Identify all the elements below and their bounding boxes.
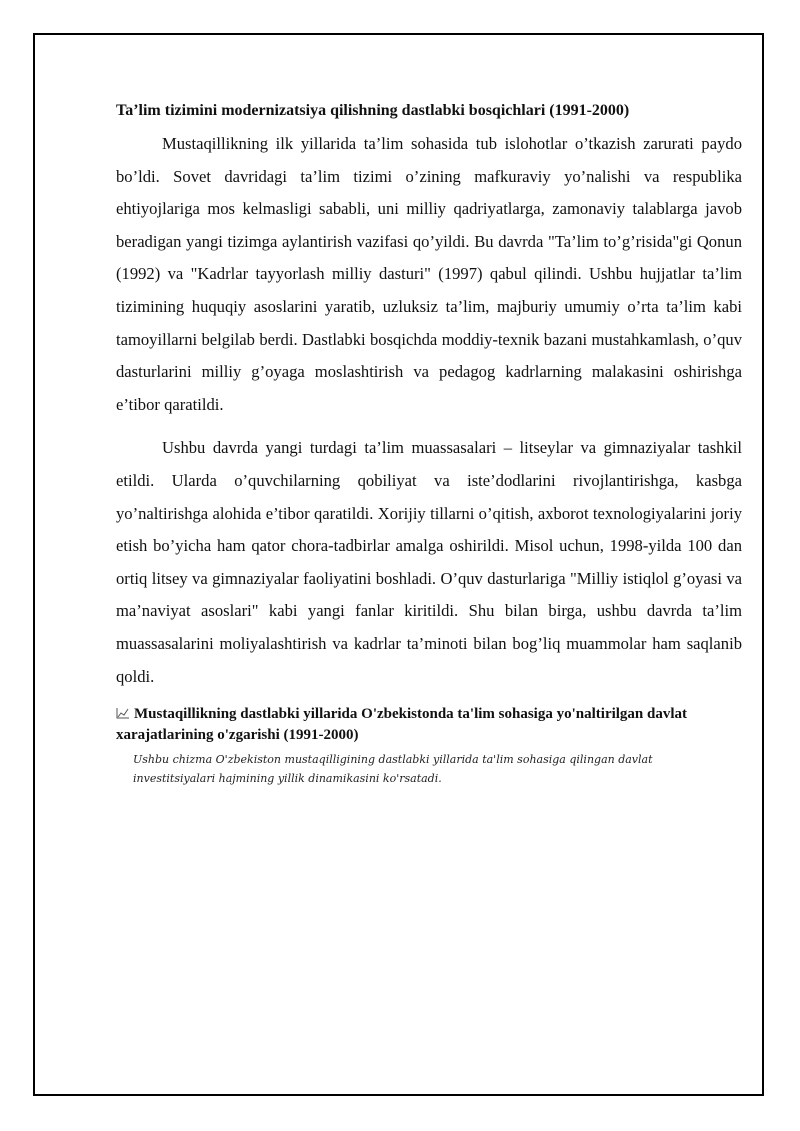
figure-title: [116, 704, 742, 746]
figure-caption: Ushbu chizma O'zbekiston mustaqilligining dastlabki yillarida ta'lim sohasiga qilingan davlat investitsiyalari hajmining yillik dinamikasini ko'rsatadi.: [133, 753, 653, 786]
section-heading: Ta’lim tizimini modernizatsiya qilishning dastlabki bosqichlari (1991-2000): [116, 102, 630, 119]
document-body: [116, 96, 742, 788]
chart-increasing-icon: [116, 707, 130, 719]
paragraph-2: Ushbu davrda yangi turdagi ta’lim muassasalari – litseylar va gimnaziyalar tashkil etildi. Ularda o’quvchilarning qobiliyat va iste’dodlarini rivojlantirishga, kasbga yo’naltirishga alohida e’tibor qaratildi. Xorijiy tillarni o’qitish, axborot texnologiyalarini joriy etish bo’yicha ham qator chora-tadbirlar amalga oshirildi. Misol uchun, 1998-yilda 100 dan ortiq litsey va gimnaziyalar faoliyatini boshladi. O’quv dasturlariga "Milliy istiqlol g’oyasi va ma’naviyat asoslari" kabi yangi fanlar kiritildi. Shu bilan birga, ushbu davrda ta’lim muassasalarini moliyalashtirish va kadrlar ta’minoti bilan bog’liq muammolar ham saqlanib qoldi.: [116, 438, 742, 686]
figure-title-text: Mustaqillikning dastlabki yillarida O'zbekistonda ta'lim sohasiga yo'naltirilgan davlat xarajatlarining o'zgarishi (1991-2000): [116, 706, 688, 744]
paragraph-1: Mustaqillikning ilk yillarida ta’lim sohasida tub islohotlar o’tkazish zarurati paydo bo’ldi. Sovet davridagi ta’lim tizimi o’zining mafkuraviy yo’nalishi va respublika ehtiyojlariga mos kelmasligi sababli, uni milliy qadriyatlarga, zamonaviy talablarga javob beradigan yangi tizimga aylantirish vazifasi qo’yildi. Bu davrda "Ta’lim to’g’risida"gi Qonun (1992) va "Kadrlar tayyorlash milliy dasturi" (1997) qabul qilindi. Ushbu hujjatlar ta’lim tizimining huquqiy asoslarini yaratib, uzluksiz ta’lim, majburiy umumiy o’rta ta’lim kabi tamoyillarni belgilab berdi. Dastlabki bosqichda moddiy-texnik bazani mustahkamlash, o’quv dasturlarini milliy g’oyaga moslashtirish va pedagog kadrlarning malakasini oshirishga e’tibor qaratildi.: [116, 134, 742, 414]
